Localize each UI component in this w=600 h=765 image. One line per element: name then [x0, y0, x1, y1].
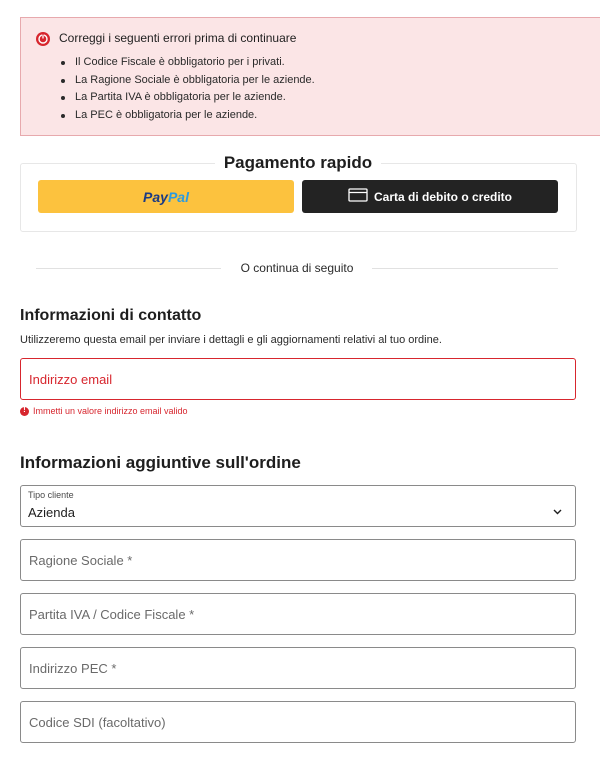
- fast-payment-heading: [0, 152, 596, 174]
- error-item: La Ragione Sociale è obbligatoria per le aziende.: [59, 72, 315, 90]
- email-error-text: Immetti un valore indirizzo email valido: [33, 406, 188, 416]
- pec-field[interactable]: [20, 647, 576, 689]
- divider-label: O continua di seguito: [240, 261, 354, 275]
- continue-divider: [36, 259, 558, 279]
- fast-payment-title: Pagamento rapido: [215, 152, 381, 174]
- paypal-logo-part1: Pay: [143, 188, 168, 205]
- error-summary-title: Correggi i seguenti errori prima di continuare: [59, 31, 297, 45]
- customer-type-label: Tipo cliente: [28, 490, 74, 500]
- error-item: La Partita IVA è obbligatoria per le aziende.: [59, 89, 315, 107]
- paypal-button[interactable]: [38, 180, 294, 213]
- chevron-down-icon: [553, 502, 562, 520]
- error-summary: [20, 17, 600, 136]
- email-field[interactable]: [20, 358, 576, 400]
- vat-input[interactable]: [21, 594, 575, 634]
- company-name-input[interactable]: [21, 540, 575, 580]
- card-payment-label: Carta di debito o credito: [373, 189, 512, 204]
- pec-input[interactable]: [21, 648, 575, 688]
- customer-type-value: Azienda: [28, 505, 75, 520]
- vat-field[interactable]: [20, 593, 576, 635]
- sdi-input[interactable]: [21, 702, 575, 742]
- paypal-logo-part2: Pal: [167, 188, 189, 205]
- error-item: Il Codice Fiscale è obbligatorio per i privati.: [59, 54, 315, 72]
- customer-type-select[interactable]: [20, 485, 576, 527]
- alert-circle-icon: [36, 32, 50, 46]
- error-list: [59, 54, 315, 124]
- email-error-message: [20, 406, 188, 416]
- contact-section-title: Informazioni di contatto: [20, 307, 202, 324]
- sdi-field[interactable]: [20, 701, 576, 743]
- contact-section-subtitle: Utilizzeremo questa email per inviare i dettagli e gli aggiornamenti relativi al tuo ordine.: [20, 334, 442, 346]
- card-payment-button[interactable]: [302, 180, 558, 213]
- credit-card-icon: [348, 188, 368, 205]
- company-name-field[interactable]: [20, 539, 576, 581]
- error-icon: [20, 407, 29, 416]
- additional-section-title: Informazioni aggiuntive sull'ordine: [20, 453, 301, 472]
- email-input[interactable]: [21, 359, 575, 399]
- error-item: La PEC è obbligatoria per le aziende.: [59, 107, 315, 125]
